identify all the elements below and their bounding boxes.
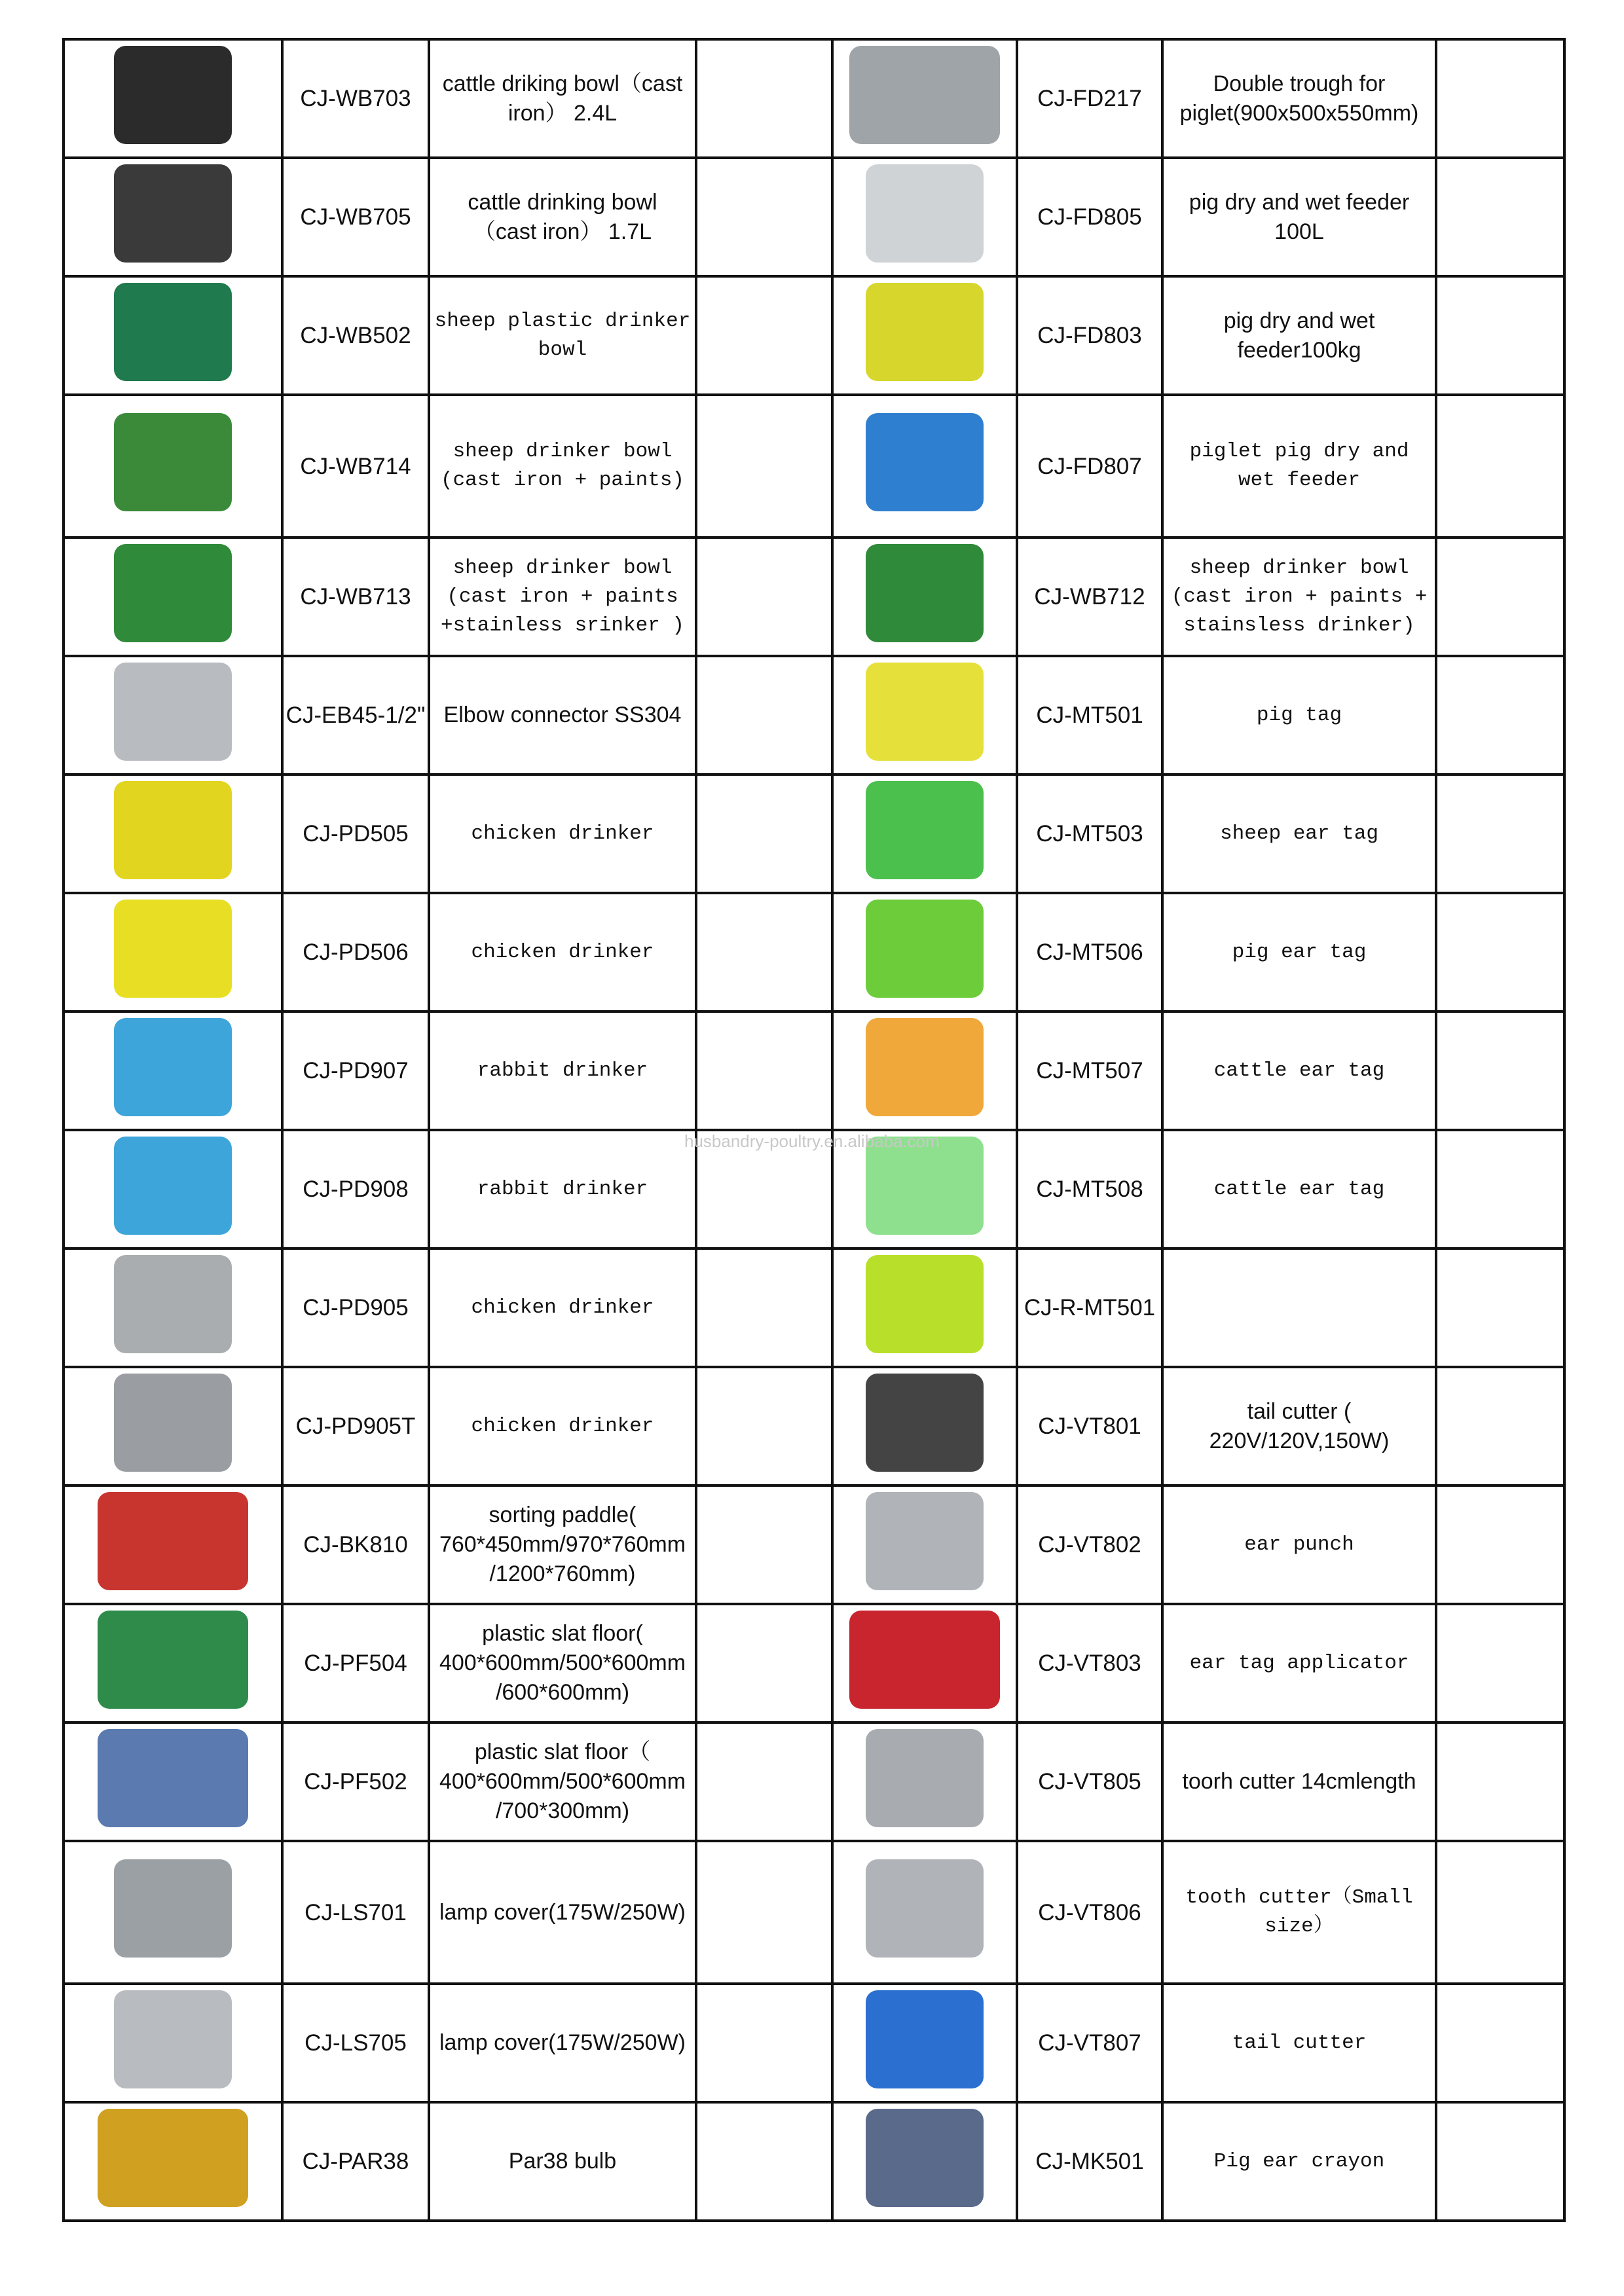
- product-code: CJ-WB712: [1017, 538, 1162, 656]
- black-bowl-icon: [114, 46, 232, 144]
- product-code: CJ-MT508: [1017, 1130, 1162, 1248]
- steel-nipple-icon: [114, 1255, 232, 1353]
- product-description: tail cutter: [1162, 1984, 1436, 2102]
- product-code: CJ-PD905T: [282, 1367, 429, 1485]
- rabbit-nipple-icon: [114, 1018, 232, 1116]
- product-description: pig ear tag: [1162, 893, 1436, 1011]
- blank-cell: [1436, 1841, 1564, 1984]
- table-row: [64, 1984, 1564, 2102]
- blank-cell: [696, 893, 832, 1011]
- product-image-cell: [64, 893, 282, 1011]
- table-row: [64, 158, 1564, 276]
- product-code: CJ-LS701: [282, 1841, 429, 1984]
- product-image-cell: [832, 2102, 1017, 2221]
- blank-cell: [696, 1722, 832, 1841]
- product-image-cell: [832, 395, 1017, 538]
- blank-cell: [696, 1367, 832, 1485]
- product-image-cell: [832, 39, 1017, 158]
- product-code: CJ-VT802: [1017, 1485, 1162, 1604]
- blank-cell: [1436, 395, 1564, 538]
- table-row: [64, 1841, 1564, 1984]
- product-description: lamp cover(175W/250W): [429, 1984, 696, 2102]
- blank-cell: [696, 158, 832, 276]
- product-description: toorh cutter 14cmlength: [1162, 1722, 1436, 1841]
- pliers-icon: [866, 1492, 984, 1590]
- product-description: Double trough for piglet(900x500x550mm): [1162, 39, 1436, 158]
- product-image-cell: [64, 2102, 282, 2221]
- product-code: CJ-PF504: [282, 1604, 429, 1722]
- product-code: CJ-MT506: [1017, 893, 1162, 1011]
- nipper-icon: [866, 1729, 984, 1827]
- yellow-tag-icon: [866, 663, 984, 761]
- product-description: [1162, 1248, 1436, 1367]
- product-image-cell: [832, 1485, 1017, 1604]
- product-description: piglet pig dry and wet feeder: [1162, 395, 1436, 538]
- product-description: tooth cutter（Small size）: [1162, 1841, 1436, 1984]
- product-description: sorting paddle( 760*450mm/970*760mm /1200*760mm): [429, 1485, 696, 1604]
- product-image-cell: [64, 395, 282, 538]
- blank-cell: [696, 1248, 832, 1367]
- green-bowl-icon: [866, 544, 984, 642]
- blank-cell: [1436, 1367, 1564, 1485]
- crayon-icon: [866, 2109, 984, 2207]
- product-code: CJ-WB703: [282, 39, 429, 158]
- product-code: CJ-WB705: [282, 158, 429, 276]
- product-code: CJ-PAR38: [282, 2102, 429, 2221]
- orange-tag-icon: [866, 1018, 984, 1116]
- steel-nipple-icon: [114, 1374, 232, 1472]
- blank-cell: [696, 395, 832, 538]
- product-code: CJ-FD217: [1017, 39, 1162, 158]
- blank-cell: [1436, 1485, 1564, 1604]
- product-code: CJ-WB502: [282, 276, 429, 395]
- blank-cell: [1436, 2102, 1564, 2221]
- blank-cell: [1436, 538, 1564, 656]
- product-code: CJ-MT501: [1017, 656, 1162, 774]
- green-bowl-icon: [114, 413, 232, 511]
- product-description: Elbow connector SS304: [429, 656, 696, 774]
- product-image-cell: [64, 1130, 282, 1248]
- bulb-icon: [98, 2109, 248, 2207]
- blank-cell: [696, 656, 832, 774]
- product-image-cell: [832, 893, 1017, 1011]
- product-code: CJ-MT503: [1017, 774, 1162, 893]
- rabbit-nipple-icon: [114, 1137, 232, 1235]
- product-description: ear punch: [1162, 1485, 1436, 1604]
- product-image-cell: [64, 1011, 282, 1130]
- blue-feeder-icon: [866, 413, 984, 511]
- product-description: ear tag applicator: [1162, 1604, 1436, 1722]
- product-image-cell: [64, 1984, 282, 2102]
- blank-cell: [696, 1011, 832, 1130]
- table-row: [64, 1604, 1564, 1722]
- blank-cell: [1436, 1248, 1564, 1367]
- nipper-icon: [866, 1859, 984, 1958]
- table-row: [64, 774, 1564, 893]
- product-description: pig dry and wet feeder 100L: [1162, 158, 1436, 276]
- product-code: CJ-MK501: [1017, 2102, 1162, 2221]
- blue-floor-icon: [98, 1729, 248, 1827]
- table-row: [64, 1722, 1564, 1841]
- product-code: CJ-PD506: [282, 893, 429, 1011]
- green-bowl-icon: [114, 283, 232, 381]
- product-code: CJ-MT507: [1017, 1011, 1162, 1130]
- tail-cutter-icon: [866, 1374, 984, 1472]
- product-description: cattle driking bowl（cast iron） 2.4L: [429, 39, 696, 158]
- product-description: plastic slat floor( 400*600mm/500*600mm /600*600mm): [429, 1604, 696, 1722]
- table-row: [64, 1367, 1564, 1485]
- product-code: CJ-VT801: [1017, 1367, 1162, 1485]
- product-code: CJ-PD505: [282, 774, 429, 893]
- product-description: Par38 bulb: [429, 2102, 696, 2221]
- blank-cell: [696, 2102, 832, 2221]
- product-image-cell: [64, 538, 282, 656]
- product-description: chicken drinker: [429, 1367, 696, 1485]
- yellow-nipple-icon: [114, 781, 232, 879]
- product-description: sheep drinker bowl (cast iron + paints +stainless srinker ): [429, 538, 696, 656]
- product-image-cell: [64, 158, 282, 276]
- product-description: chicken drinker: [429, 774, 696, 893]
- product-image-cell: [64, 1485, 282, 1604]
- product-code: CJ-PD905: [282, 1248, 429, 1367]
- green-bowl-icon: [114, 544, 232, 642]
- blank-cell: [1436, 158, 1564, 276]
- table-row: [64, 2102, 1564, 2221]
- product-catalog-table: [62, 38, 1566, 2222]
- blank-cell: [696, 276, 832, 395]
- product-code: CJ-BK810: [282, 1485, 429, 1604]
- red-applicator-icon: [849, 1611, 1000, 1709]
- feeder-frame-icon: [866, 164, 984, 263]
- product-code: CJ-PF502: [282, 1722, 429, 1841]
- product-image-cell: [64, 1841, 282, 1984]
- product-image-cell: [832, 1367, 1017, 1485]
- product-description: sheep drinker bowl (cast iron + paints): [429, 395, 696, 538]
- product-code: CJ-WB713: [282, 538, 429, 656]
- blank-cell: [1436, 1984, 1564, 2102]
- product-description: tail cutter ( 220V/120V,150W): [1162, 1367, 1436, 1485]
- product-code: CJ-PD908: [282, 1130, 429, 1248]
- blank-cell: [696, 1604, 832, 1722]
- product-image-cell: [832, 1604, 1017, 1722]
- product-image-cell: [832, 276, 1017, 395]
- product-image-cell: [64, 276, 282, 395]
- blank-cell: [696, 39, 832, 158]
- product-code: CJ-WB714: [282, 395, 429, 538]
- product-description: lamp cover(175W/250W): [429, 1841, 696, 1984]
- table-row: [64, 395, 1564, 538]
- product-image-cell: [832, 774, 1017, 893]
- product-code: CJ-VT807: [1017, 1984, 1162, 2102]
- product-image-cell: [832, 1984, 1017, 2102]
- product-image-cell: [832, 1248, 1017, 1367]
- black-bowl-icon: [114, 164, 232, 263]
- product-image-cell: [64, 39, 282, 158]
- product-image-cell: [64, 1248, 282, 1367]
- product-image-cell: [832, 158, 1017, 276]
- product-code: CJ-FD805: [1017, 158, 1162, 276]
- product-code: CJ-EB45-1/2": [282, 656, 429, 774]
- product-description: chicken drinker: [429, 893, 696, 1011]
- blank-cell: [1436, 1130, 1564, 1248]
- red-paddle-icon: [98, 1492, 248, 1590]
- product-description: plastic slat floor（ 400*600mm/500*600mm /700*300mm): [429, 1722, 696, 1841]
- table-row: [64, 1485, 1564, 1604]
- product-description: cattle ear tag: [1162, 1130, 1436, 1248]
- watermark: husbandry-poultry.en.alibaba.com: [684, 1131, 940, 1151]
- yellow-nipple-icon: [114, 900, 232, 998]
- elbow-connector-icon: [114, 663, 232, 761]
- blank-cell: [696, 1485, 832, 1604]
- product-image-cell: [832, 656, 1017, 774]
- product-image-cell: [64, 1367, 282, 1485]
- blank-cell: [696, 538, 832, 656]
- product-description: chicken drinker: [429, 1248, 696, 1367]
- blank-cell: [696, 1984, 832, 2102]
- steel-trough-icon: [849, 46, 1000, 144]
- table-row: [64, 1011, 1564, 1130]
- product-description: sheep drinker bowl (cast iron + paints + stainsless drinker): [1162, 538, 1436, 656]
- product-description: pig dry and wet feeder100kg: [1162, 276, 1436, 395]
- green-tag-icon: [866, 900, 984, 998]
- catalog-rows: [64, 39, 1564, 2221]
- product-image-cell: [832, 1722, 1017, 1841]
- blank-cell: [1436, 893, 1564, 1011]
- table-row: [64, 656, 1564, 774]
- lamp-cover-icon: [114, 1990, 232, 2088]
- product-description: sheep plastic drinker bowl: [429, 276, 696, 395]
- green-orange-tag-icon: [866, 781, 984, 879]
- lamp-cover-icon: [114, 1859, 232, 1958]
- table-row: [64, 1248, 1564, 1367]
- blank-cell: [1436, 1604, 1564, 1722]
- product-code: CJ-PD907: [282, 1011, 429, 1130]
- product-image-cell: [832, 538, 1017, 656]
- blank-cell: [1436, 1722, 1564, 1841]
- product-code: CJ-VT806: [1017, 1841, 1162, 1984]
- product-description: sheep ear tag: [1162, 774, 1436, 893]
- blank-cell: [1436, 1011, 1564, 1130]
- product-description: pig tag: [1162, 656, 1436, 774]
- product-code: CJ-LS705: [282, 1984, 429, 2102]
- product-description: cattle drinking bowl （cast iron） 1.7L: [429, 158, 696, 276]
- product-code: CJ-VT803: [1017, 1604, 1162, 1722]
- product-image-cell: [64, 774, 282, 893]
- table-row: [64, 276, 1564, 395]
- table-row: [64, 538, 1564, 656]
- blank-cell: [1436, 774, 1564, 893]
- blue-cutter-icon: [866, 1990, 984, 2088]
- product-image-cell: [64, 656, 282, 774]
- blank-cell: [1436, 656, 1564, 774]
- product-image-cell: [64, 1604, 282, 1722]
- product-code: CJ-VT805: [1017, 1722, 1162, 1841]
- blank-cell: [1436, 39, 1564, 158]
- product-image-cell: [832, 1011, 1017, 1130]
- product-image-cell: [64, 1722, 282, 1841]
- product-code: CJ-R-MT501: [1017, 1248, 1162, 1367]
- product-code: CJ-FD807: [1017, 395, 1162, 538]
- table-row: [64, 893, 1564, 1011]
- product-description: rabbit drinker: [429, 1130, 696, 1248]
- green-floor-icon: [98, 1611, 248, 1709]
- product-description: rabbit drinker: [429, 1011, 696, 1130]
- yellow-hopper-icon: [866, 283, 984, 381]
- blank-cell: [1436, 276, 1564, 395]
- product-description: Pig ear crayon: [1162, 2102, 1436, 2221]
- product-code: CJ-FD803: [1017, 276, 1162, 395]
- blank-cell: [696, 774, 832, 893]
- blank-cell: [696, 1841, 832, 1984]
- product-description: cattle ear tag: [1162, 1011, 1436, 1130]
- rfid-tag-icon: [866, 1255, 984, 1353]
- product-image-cell: [832, 1841, 1017, 1984]
- table-row: [64, 39, 1564, 158]
